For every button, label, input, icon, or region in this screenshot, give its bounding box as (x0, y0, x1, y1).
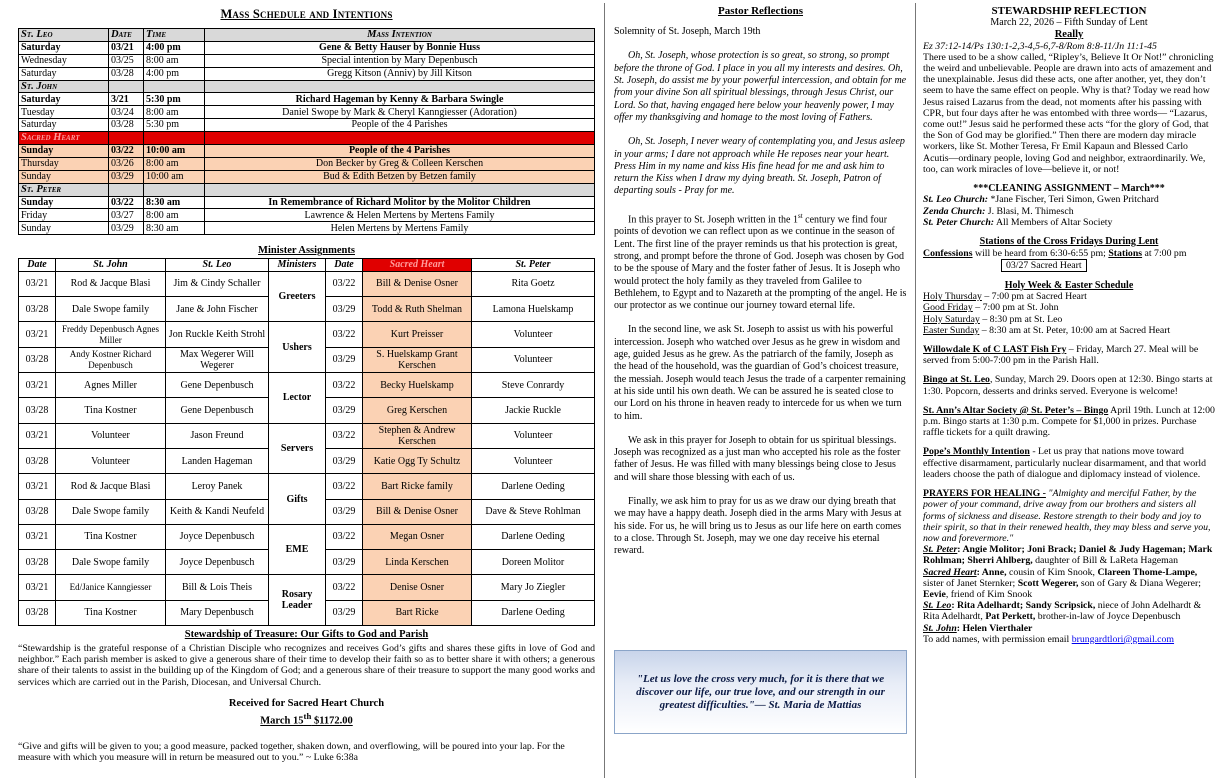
table-cell: Mary Jo Ziegler (472, 575, 595, 600)
table-cell: Lamona Huelskamp (472, 297, 595, 322)
header-cell: St. John (56, 258, 166, 271)
table-cell: 03/22 (326, 271, 363, 296)
table-row (19, 322, 595, 347)
table-cell: Gene Depenbusch (166, 373, 269, 398)
table-cell: Landen Hageman (166, 448, 269, 473)
email-link[interactable]: brungardtlori@gmail.com (1071, 633, 1175, 645)
table-cell: 03/29 (109, 222, 144, 235)
empty-cell (205, 80, 595, 93)
reflection-paragraph: In this prayer to St. Joseph written in the 1st century we find four points of devotion we can reflect upon as we continue in the season of Lent. The first line of the prayer reminds us that his protection is great, strong, and prompt before the throne of God. Joseph was chosen by God to be the spouse of Mary and the foster father of Jesus. It is Joseph who would protect the holy family as they traveled from Galilee to Bethlehem, to Egypt and to Nazareth at the prompting of the angel. He is our protector as we continue our journey toward eternal life. (614, 211, 907, 312)
table-cell: Jason Freund (166, 423, 269, 448)
table-cell: Joyce Depenbusch (166, 524, 269, 549)
table-cell: Helen Mertens by Mertens Family (205, 222, 595, 235)
bingo-notice: Bingo at St. Leo, Sunday, March 29. Doors open at 12:30. Bingo starts at 1:30. Popcorn, desserts and drinks served. Everyone is welcome! (923, 374, 1213, 397)
table-cell: Volunteer (472, 448, 595, 473)
header-cell: Time (144, 29, 205, 42)
table-row (19, 423, 595, 448)
table-cell: 03/28 (19, 499, 56, 524)
stewardship-reflection-title: STEWARDSHIP REFLECTION (991, 5, 1147, 17)
prayers-for-healing: PRAYERS FOR HEALING - "Almighty and merciful Father, by the power of your command, drive away from our brothers and sisters all forms of sickness and disease. Restore strength to their body and joy to their spirit, so that in their renewed health, they may bless and serve you, now and forevermore." (923, 488, 1211, 544)
table-cell: Darlene Oeding (472, 524, 595, 549)
table-cell: Rita Goetz (472, 271, 595, 296)
table-row (19, 209, 595, 222)
reflection-text: There used to be a show called, “Ripley’s, Believe It Or Not!” chronicling the weird and unbelievable. People are drawn into acts of amazement and the unexplainable. Jesus did these acts, one after another, yet, they don’t seem to have the same effect on people. Why is that? Today we read how Jesus raised Lazarus from the dead, not moments after his passing with CPR, but four days after he was entombed with three words— “Lazarus, come out!” Jesus said he performed these acts “for the glory of God, that the Son of God may be glorified.” Then there are modern day miracle workers, like St. Mother Teresa, Fr Emil Kapaun and Blessed Carlo Acutis—ordinary people, loving God and neighbor, extraordinarily. We, too, can work miracles of love—believe it, or not! (923, 51, 1214, 175)
table-cell: Todd & Ruth Shelman (363, 297, 472, 322)
table-cell: 03/28 (19, 347, 56, 372)
empty-cell (205, 132, 595, 145)
stations-text: Confessions will be heard from 6:30-6:55 pm; Stations at 7:00 pm (923, 247, 1187, 259)
table-cell: 03/24 (109, 106, 144, 119)
table-cell: Bart Ricke (363, 600, 472, 625)
table-cell: 8:00 am (144, 209, 205, 222)
table-cell: 8:00 am (144, 106, 205, 119)
healing-st-john: St. John: Helen Vierthaler (923, 622, 1033, 634)
header-cell: Date (109, 29, 144, 42)
table-cell: 03/28 (19, 600, 56, 625)
table-cell: Sunday (19, 196, 109, 209)
holy-week-item: Holy Saturday – 8:30 pm at St. Leo (923, 313, 1063, 325)
table-cell: Becky Huelskamp (363, 373, 472, 398)
readings: Ez 37:12-14/Ps 130:1-2,3-4,5-6,7-8/Rom 8:8-11/Jn 11:1-45 (923, 40, 1157, 52)
table-cell: Volunteer (472, 423, 595, 448)
table-cell: 03/22 (109, 145, 144, 158)
table-cell: Saturday (19, 41, 109, 54)
table-cell: 03/27 (109, 209, 144, 222)
table-cell: Denise Osner (363, 575, 472, 600)
table-cell: Bart Ricke family (363, 474, 472, 499)
table-cell: Keith & Kandi Neufeld (166, 499, 269, 524)
table-cell: Ed/Janice Kanngiesser (56, 575, 166, 600)
prayer-paragraph: Oh, St. Joseph, I never weary of contemplating you, and Jesus asleep in your arms; I dare not approach while He reposes near your heart. Press Him in my name and kiss His fine head for me and ask him to return the Kiss when I draw my dying breath. St. Joseph, Patron of departing souls - Pray for me. (614, 136, 905, 197)
table-cell: Saturday (19, 67, 109, 80)
table-cell: Dale Swope family (56, 499, 166, 524)
table-row (19, 54, 595, 67)
healing-sacred-heart: Sacred Heart: Anne, cousin of Kim Snook, Clareen Thome-Lampe, sister of Janet Sternker; Scott Wegerer, son of Gary & Diana Wegerer; Eevie, friend of Kim Snook (923, 566, 1201, 600)
table-cell: Bill & Lois Theis (166, 575, 269, 600)
stewardship-treasure-title: Stewardship of Treasure: Our Gifts to God and Parish (184, 629, 429, 640)
table-cell: 8:00 am (144, 157, 205, 170)
reflection-date: March 22, 2026 – Fifth Sunday of Lent (990, 17, 1148, 28)
holy-week-item: Holy Thursday – 7:00 pm at Sacred Heart (923, 291, 1087, 303)
table-cell: Tina Kostner (56, 524, 166, 549)
table-cell: Saturday (19, 119, 109, 132)
fish-fry-notice: Willowdale K of C LAST Fish Fry – Friday, March 27. Meal will be served from 5:00-7:00 pm in the Parish Hall. (923, 344, 1199, 367)
pastor-reflections-title: Pastor Reflections (717, 5, 804, 17)
table-cell: Dale Swope family (56, 550, 166, 575)
table-cell: Andy Kostner Richard Depenbusch (56, 347, 166, 372)
table-cell: Darlene Oeding (472, 600, 595, 625)
table-cell: Richard Hageman by Kenny & Barbara Swingle (205, 93, 595, 106)
table-cell: 10:00 am (144, 170, 205, 183)
table-cell: 03/29 (326, 600, 363, 625)
role-cell: Ushers (269, 322, 326, 373)
table-cell: 3/21 (109, 93, 144, 106)
cleaning-title: ***CLEANING ASSIGNMENT – March*** (973, 182, 1165, 194)
table-cell: 03/29 (326, 448, 363, 473)
table-cell: Gene & Betty Hauser by Bonnie Huss (205, 41, 595, 54)
reflection-paragraph: Finally, we ask him to pray for us as we draw our dying breath that we may have a happy death. Joseph died in the arms Mary with Jesus at his side. For us, he will bring us to Jesus as our life here on earth comes to a close. Through St. Joseph, may we one day receive his eternal reward. (614, 496, 902, 557)
stations-box: 03/27 Sacred Heart (1001, 259, 1087, 272)
table-cell: 03/22 (326, 322, 363, 347)
empty-cell (109, 132, 144, 145)
table-cell: 03/21 (19, 322, 56, 347)
table-cell: Jane & John Fischer (166, 297, 269, 322)
table-cell: 03/22 (326, 373, 363, 398)
table-row (19, 145, 595, 158)
table-cell: Bill & Denise Osner (363, 499, 472, 524)
table-cell: Katie Ogg Ty Schultz (363, 448, 472, 473)
table-cell: Gene Depenbusch (166, 398, 269, 423)
table-cell: Saturday (19, 93, 109, 106)
table-row (19, 93, 595, 106)
table-cell: Rod & Jacque Blasi (56, 271, 166, 296)
holy-week-item: Good Friday – 7:00 pm at St. John (923, 302, 1059, 314)
cleaning-item: St. Peter Church: All Members of Altar Society (923, 216, 1113, 228)
table-cell: Friday (19, 209, 109, 222)
table-row (19, 474, 595, 499)
table-cell: Daniel Swope by Mark & Cheryl Kanngiesser (Adoration) (205, 106, 595, 119)
reflection-paragraph: In the second line, we ask St. Joseph to assist us with his powerful intercession. Joseph who watched over Jesus as he grew in wisdom and age, guided Jesus as he grew. As the patriarch of the family, Joseph as the head of the household, was the guardian of God’s choicest treasure, the messiah. Joseph would teach Jesus the trade of a carpenter remaining at his side until his own death. We can be assured he is seated close to our Lord on his throne in heaven ready to intercede for us when we turn to him. (614, 324, 906, 422)
holy-week-title: Holy Week & Easter Schedule (1004, 279, 1134, 291)
table-cell: Sunday (19, 170, 109, 183)
table-cell: 03/22 (326, 524, 363, 549)
table-cell: 4:00 pm (144, 41, 205, 54)
table-row (19, 157, 595, 170)
table-cell: Thursday (19, 157, 109, 170)
empty-cell (144, 183, 205, 196)
table-cell: 8:30 am (144, 222, 205, 235)
stations-title: Stations of the Cross Fridays During Lent (979, 236, 1159, 248)
table-row (19, 119, 595, 132)
table-header-row (19, 258, 595, 271)
pope-intention: Pope’s Monthly Intention - Let us pray that nations move toward effective disarmament, particularly nuclear disarmament, and that world leaders choose the path of dialogue and diplomacy instead of violence. (923, 446, 1206, 480)
table-cell: Volunteer (56, 423, 166, 448)
table-cell: Doreen Molitor (472, 550, 595, 575)
table-cell: Kurt Preisser (363, 322, 472, 347)
table-cell: 03/28 (109, 119, 144, 132)
altar-society-notice: St. Ann’s Altar Society @ St. Peter’s – Bingo April 19th. Lunch at 12:00 p.m. Bingo starts at 1:30 p.m. Compete for $1,000 in prizes. Purchase raffle tickets for a quilt drawing. (923, 404, 1215, 439)
table-cell: Freddy Depenbusch Agnes Miller (56, 322, 166, 347)
empty-cell (109, 183, 144, 196)
table-cell: Dale Swope family (56, 297, 166, 322)
empty-cell (144, 132, 205, 145)
table-cell: Special intention by Mary Depenbusch (205, 54, 595, 67)
table-cell: S. Huelskamp Grant Kerschen (363, 347, 472, 372)
table-cell: 03/28 (109, 67, 144, 80)
role-cell: Lector (269, 373, 326, 424)
table-cell: Agnes Miller (56, 373, 166, 398)
table-cell: 8:30 am (144, 196, 205, 209)
received-title: Received for Sacred Heart Church (228, 698, 385, 710)
healing-st-leo: St. Leo: Rita Adelhardt; Sandy Scripsick, niece of John Adelhardt & Rita Adelhardt, Pat Perkett, brother-in-law of Joyce Depenbusch (923, 600, 1202, 623)
table-header-row (19, 29, 595, 42)
table-row (19, 222, 595, 235)
table-cell: 03/28 (19, 297, 56, 322)
empty-cell (144, 80, 205, 93)
header-cell: St. Leo (19, 29, 109, 42)
table-cell: Joyce Depenbusch (166, 550, 269, 575)
table-cell: Linda Kerschen (363, 550, 472, 575)
table-cell: 03/21 (19, 423, 56, 448)
table-row (19, 41, 595, 54)
table-row (19, 271, 595, 296)
table-cell: 03/22 (109, 196, 144, 209)
table-cell: Jim & Cindy Schaller (166, 271, 269, 296)
table-cell: 03/25 (109, 54, 144, 67)
table-cell: Volunteer (472, 347, 595, 372)
table-cell: People of the 4 Parishes (205, 145, 595, 158)
table-row (19, 524, 595, 549)
header-cell: Ministers (269, 258, 326, 271)
table-cell: People of the 4 Parishes (205, 119, 595, 132)
table-cell: 03/29 (326, 499, 363, 524)
table-cell: 03/29 (326, 550, 363, 575)
table-cell: Rod & Jacque Blasi (56, 474, 166, 499)
table-cell: Max Wegerer Will Wegerer (166, 347, 269, 372)
section-label: St. Peter (19, 183, 109, 196)
table-row (19, 170, 595, 183)
add-names-note: To add names, with permission email brungardtlori@gmail.com (923, 633, 1175, 645)
header-cell: Mass Intention (205, 29, 595, 42)
role-cell: Gifts (269, 474, 326, 525)
role-cell: EME (269, 524, 326, 575)
section-label: Sacred Heart (19, 132, 109, 145)
table-cell: 03/22 (326, 474, 363, 499)
table-cell: 8:00 am (144, 54, 205, 67)
table-cell: Steve Conrardy (472, 373, 595, 398)
healing-st-peter: St. Peter: Angie Molitor; Joni Brack; Daniel & Judy Hageman; Mark Rohlman; Sherri Ahlberg, daughter of Bill & LaReta Hageman (923, 544, 1213, 567)
table-cell: 03/28 (19, 398, 56, 423)
minister-assignments-title: Minister Assignments (258, 245, 355, 257)
table-cell: Leroy Panek (166, 474, 269, 499)
table-cell: 03/21 (19, 524, 56, 549)
table-cell: Sunday (19, 222, 109, 235)
table-cell: Volunteer (56, 448, 166, 473)
table-cell: Bud & Edith Betzen by Betzen family (205, 170, 595, 183)
table-cell: Tina Kostner (56, 600, 166, 625)
table-row (19, 67, 595, 80)
cleaning-list (923, 194, 1215, 228)
role-cell: Rosary Leader (269, 575, 326, 626)
header-cell: Sacred Heart (363, 258, 472, 271)
header-cell: St. Peter (472, 258, 595, 271)
table-cell: Bill & Denise Osner (363, 271, 472, 296)
left-column (18, 0, 595, 781)
table-cell: Lawrence & Helen Mertens by Mertens Family (205, 209, 595, 222)
column-divider (915, 3, 916, 778)
holy-week-list (923, 291, 1215, 336)
header-cell: Date (326, 258, 363, 271)
middle-column (614, 0, 907, 781)
table-cell: Mary Depenbusch (166, 600, 269, 625)
role-cell: Greeters (269, 271, 326, 322)
pastor-intro: Solemnity of St. Joseph, March 19th (614, 26, 761, 38)
role-cell: Servers (269, 423, 326, 474)
table-row (19, 196, 595, 209)
quote-box: "Let us love the cross very much, for it is there that we discover our life, our true love, and our strength in our greatest difficulties."— St. Maria de Mattias (614, 650, 907, 734)
mass-schedule-title: Mass Schedule and Intentions (220, 7, 393, 21)
table-cell: In Remembrance of Richard Molitor by the Molitor Children (205, 196, 595, 209)
table-cell: Tina Kostner (56, 398, 166, 423)
table-cell: 03/21 (19, 575, 56, 600)
table-row (19, 106, 595, 119)
table-cell: Don Becker by Greg & Colleen Kerschen (205, 157, 595, 170)
table-cell: 03/21 (19, 271, 56, 296)
table-cell: Gregg Kitson (Anniv) by Jill Kitson (205, 67, 595, 80)
minister-assignments-table (18, 258, 595, 626)
table-cell: 03/22 (326, 423, 363, 448)
table-cell: Dave & Steve Rohlman (472, 499, 595, 524)
prayer-paragraph: Oh, St. Joseph, whose protection is so great, so strong, so prompt before the throne of God. I place in you all my interests and desires. Oh, St. Joseph, do assist me by your powerful intercession, and obtain for me from your divine Son all spiritual blessings, through Jesus Christ, our Lord. So that, having engaged here below your heavenly power, I may offer my thanksgiving and homage to the most loving of Fathers. (614, 50, 907, 123)
table-cell: Megan Osner (363, 524, 472, 549)
holy-week-item: Easter Sunday – 8:30 am at St. Peter, 10:00 am at Sacred Heart (923, 324, 1171, 336)
header-cell: Date (19, 258, 56, 271)
section-row (19, 132, 595, 145)
table-row (19, 575, 595, 600)
table-cell: 5:30 pm (144, 119, 205, 132)
section-label: St. John (19, 80, 109, 93)
section-row (19, 80, 595, 93)
mass-schedule-table (18, 28, 595, 235)
empty-cell (205, 183, 595, 196)
table-cell: Darlene Oeding (472, 474, 595, 499)
empty-cell (109, 80, 144, 93)
table-cell: Wednesday (19, 54, 109, 67)
table-cell: 03/21 (109, 41, 144, 54)
cleaning-item: St. Leo Church: *Jane Fischer, Teri Simon, Gwen Pritchard (923, 194, 1159, 206)
table-cell: 03/29 (109, 170, 144, 183)
table-cell: Jackie Ruckle (472, 398, 595, 423)
reflection-paragraph: We ask in this prayer for Joseph to obtain for us spiritual blessings. Joseph was recognized as a just man who accepted his role as the foster father of Jesus. He was filled with many blessings being close to Jesus and will share those blessing with each of us. (614, 434, 901, 483)
table-cell: Greg Kerschen (363, 398, 472, 423)
table-row (19, 373, 595, 398)
right-column (923, 0, 1215, 781)
table-cell: 03/21 (19, 373, 56, 398)
table-cell: 03/29 (326, 347, 363, 372)
stewardship-text: “Stewardship is the grateful response of a Christian Disciple who recognizes and receives God’s gifts and shares these gifts in love of God and neighbor.” Each parish member is asked to give a generous share of their time to develop their faith so as to better share it with others; a generous share of their talents to assist in the building up of the Kingdom of God; and a generous share of their treasure to support the many good works and services which are carried out in the Parish, Diocesan, and Universal Church. (18, 642, 595, 688)
section-row (19, 183, 595, 196)
table-cell: Stephen & Andrew Kerschen (363, 423, 472, 448)
table-cell: 03/21 (19, 474, 56, 499)
table-cell: Tuesday (19, 106, 109, 119)
header-cell: St. Leo (166, 258, 269, 271)
reflection-subtitle: Really (1054, 28, 1084, 40)
table-cell: 03/28 (19, 550, 56, 575)
received-amount: March 15th $1172.00 (260, 711, 353, 727)
table-cell: 10:00 am (144, 145, 205, 158)
table-cell: Volunteer (472, 322, 595, 347)
table-cell: 03/26 (109, 157, 144, 170)
table-cell: 03/29 (326, 297, 363, 322)
table-cell: 03/29 (326, 398, 363, 423)
table-cell: 03/28 (19, 448, 56, 473)
cleaning-item: Zenda Church: J. Blasi, M. Thimesch (923, 205, 1074, 217)
table-cell: 5:30 pm (144, 93, 205, 106)
table-cell: 03/22 (326, 575, 363, 600)
column-divider (604, 3, 605, 778)
table-cell: 4:00 pm (144, 67, 205, 80)
table-cell: Jon Ruckle Keith Strohl (166, 322, 269, 347)
luke-quote: “Give and gifts will be given to you; a good measure, packed together, shaken down, and overflowing, will be poured into your lap. For the measure with which you measure will in return be measured out to you.” ~ Luke 6:38a (18, 740, 565, 764)
table-cell: Sunday (19, 145, 109, 158)
